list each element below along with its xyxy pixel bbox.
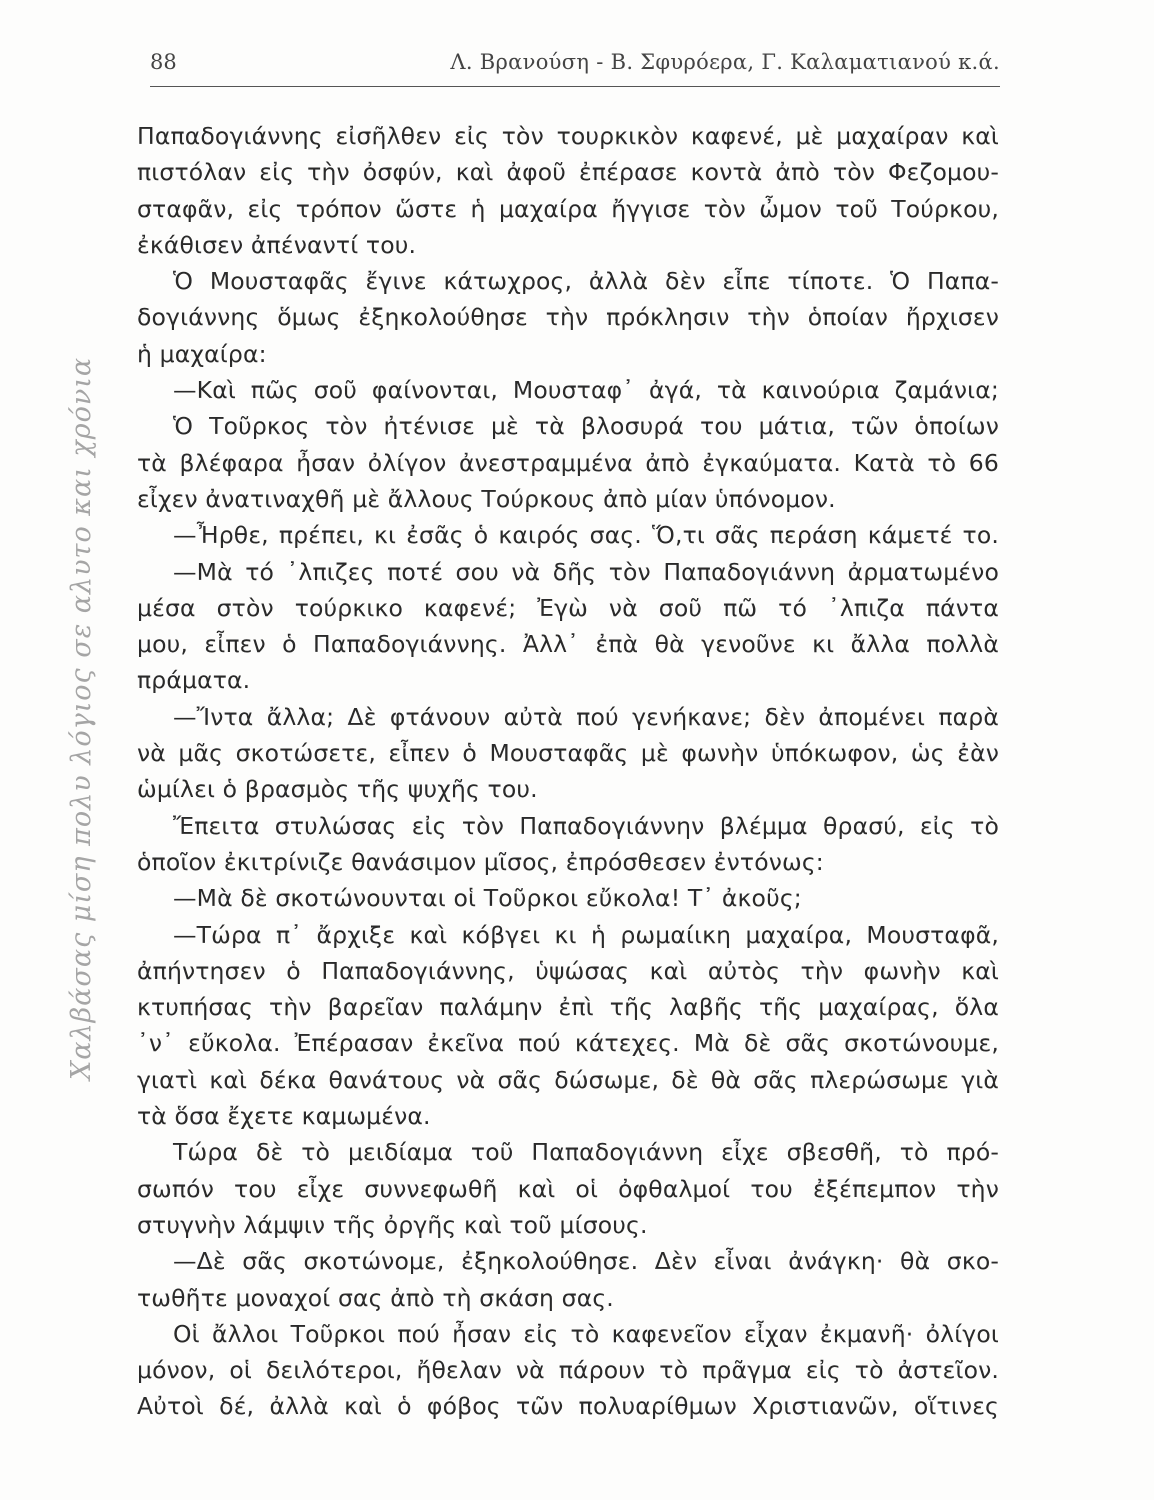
- text-line: —Τώρα π᾽ ἄρχιξε καὶ κόβγει κι ἡ ρωμαίικη μαχαίρα, Μουσταφᾶ,: [173, 920, 999, 949]
- text-line: δογιάννης ὅμως ἐξηκολούθησε τὴν πρόκλησιν τὴν ὁποίαν ἤρχισεν: [137, 303, 999, 332]
- text-line: πιστόλαν εἰς τὴν ὀσφύν, καὶ ἀφοῦ ἐπέρασε κοντὰ ἀπὸ τὸν Φεζομου-: [137, 158, 999, 187]
- text-line: Τώρα δὲ τὸ μειδίαμα τοῦ Παπαδογιάννη εἶχε σβεσθῆ, τὸ πρό-: [173, 1138, 999, 1167]
- text-line: —Μὰ τό ᾽λπιζες ποτέ σου νὰ δῆς τὸν Παπαδογιάννη ἀρματωμένο: [173, 557, 999, 586]
- text-line: τὰ ὅσα ἔχετε καμωμένα.: [137, 1102, 431, 1131]
- text-line: σωπόν του εἶχε συννεφωθῆ καὶ οἱ ὀφθαλμοί του ἐξέπεμπον τὴν: [137, 1174, 999, 1203]
- text-line: —Μὰ δὲ σκοτώνουνται οἱ Τοῦρκοι εὔκολα! Τ᾽ ἀκοῦς;: [173, 884, 802, 913]
- text-line: μέσα στὸν τούρκικο καφενέ; Ἐγὼ νὰ σοῦ πῶ τό ᾽λπιζα πάντα: [137, 593, 999, 622]
- text-line: ὁποῖον ἐκιτρίνιζε θανάσιμον μῖσος, ἐπρόσθεσεν ἐντόνως:: [137, 847, 824, 876]
- text-line: ἐκάθισεν ἀπέναντί του.: [137, 230, 417, 259]
- text-line: πράματα.: [137, 666, 251, 695]
- text-line: κτυπήσας τὴν βαρεῖαν παλάμην ἐπὶ τῆς λαβῆς τῆς μαχαίρας, ὅλα: [137, 993, 999, 1022]
- text-line: ὡμίλει ὁ βρασμὸς τῆς ψυχῆς του.: [137, 775, 538, 804]
- page-number: 88: [150, 50, 177, 74]
- body-text: [137, 118, 999, 1425]
- text-line: —Καὶ πῶς σοῦ φαίνονται, Μουσταφ᾽ ἀγά, τὰ καινούρια ζαμάνια;: [173, 376, 999, 405]
- text-line: —Δὲ σᾶς σκοτώνομε, ἐξηκολούθησε. Δὲν εἶναι ἀνάγκη· θὰ σκο-: [173, 1247, 999, 1276]
- handwritten-margin-note: Χαλβάσας μίση πολυ λόγιος σε αλυτο και χρόνια: [66, 356, 97, 1080]
- text-line: —Ἴντα ἄλλα; Δὲ φτάνουν αὐτὰ πού γενήκανε; δὲν ἀπομένει παρὰ: [173, 702, 999, 731]
- text-line: ἀπήντησεν ὁ Παπαδογιάννης, ὑψώσας καὶ αὐτὸς τὴν φωνὴν καὶ: [137, 956, 999, 985]
- text-line: Ὁ Τοῦρκος τὸν ἠτένισε μὲ τὰ βλοσυρά του μάτια, τῶν ὁποίων: [173, 412, 999, 441]
- text-line: —Ἦρθε, πρέπει, κι ἐσᾶς ὁ καιρός σας. Ὅ,τι σᾶς περάση κάμετέ το.: [173, 521, 999, 550]
- text-line: εἶχεν ἀνατιναχθῆ μὲ ἄλλους Τούρκους ἀπὸ μίαν ὑπόνομον.: [137, 484, 836, 513]
- text-line: τωθῆτε μοναχοί σας ἀπὸ τὴ σκάση σας.: [137, 1283, 614, 1312]
- text-line: νὰ μᾶς σκοτώσετε, εἶπεν ὁ Μουσταφᾶς μὲ φωνὴν ὑπόκωφον, ὡς ἐὰν: [137, 739, 999, 768]
- running-head-authors: Λ. Βρανούση - Β. Σφυρόερα, Γ. Καλαματιανού κ.ά.: [450, 50, 1000, 74]
- text-line: γιατὶ καὶ δέκα θανάτους νὰ σᾶς δώσωμε, δὲ θὰ σᾶς πλερώσωμε γιὰ: [137, 1065, 999, 1094]
- text-line: σταφᾶν, εἰς τρόπον ὥστε ἡ μαχαίρα ἤγγισε τὸν ὦμον τοῦ Τούρκου,: [137, 194, 999, 223]
- text-line: Αὐτοὶ δέ, ἀλλὰ καὶ ὁ φόβος τῶν πολυαρίθμων Χριστιανῶν, οἵτινες: [137, 1392, 999, 1421]
- text-line: τὰ βλέφαρα ἦσαν ὀλίγον ἀνεστραμμένα ἀπὸ ἐγκαύματα. Κατὰ τὸ 66: [137, 448, 999, 477]
- text-line: μου, εἶπεν ὁ Παπαδογιάννης. Ἀλλ᾽ ἐπὰ θὰ γενοῦνε κι ἄλλα πολλὰ: [137, 630, 999, 659]
- text-line: Παπαδογιάννης εἰσῆλθεν εἰς τὸν τουρκικὸν καφενέ, μὲ μαχαίραν καὶ: [137, 122, 999, 150]
- text-line: Οἱ ἄλλοι Τοῦρκοι πού ἦσαν εἰς τὸ καφενεῖον εἶχαν ἐκμανῆ· ὀλίγοι: [173, 1319, 999, 1348]
- text-line: ᾽ν᾽ εὔκολα. Ἐπέρασαν ἐκεῖνα πού κάτεχες. Μὰ δὲ σᾶς σκοτώνουμε,: [137, 1029, 999, 1058]
- text-line: ἡ μαχαίρα:: [137, 339, 267, 368]
- text-line: μόνον, οἱ δειλότεροι, ἤθελαν νὰ πάρουν τὸ πρᾶγμα εἰς τὸ ἀστεῖον.: [137, 1356, 999, 1385]
- running-head: [150, 46, 1000, 87]
- text-line: Ἔπειτα στυλώσας εἰς τὸν Παπαδογιάννην βλέμμα θρασύ, εἰς τὸ: [173, 811, 999, 840]
- text-line: στυγνὴν λάμψιν τῆς ὀργῆς καὶ τοῦ μίσους.: [137, 1210, 648, 1239]
- text-line: Ὁ Μουσταφᾶς ἔγινε κάτωχρος, ἀλλὰ δὲν εἶπε τίποτε. Ὁ Παπα-: [173, 267, 999, 296]
